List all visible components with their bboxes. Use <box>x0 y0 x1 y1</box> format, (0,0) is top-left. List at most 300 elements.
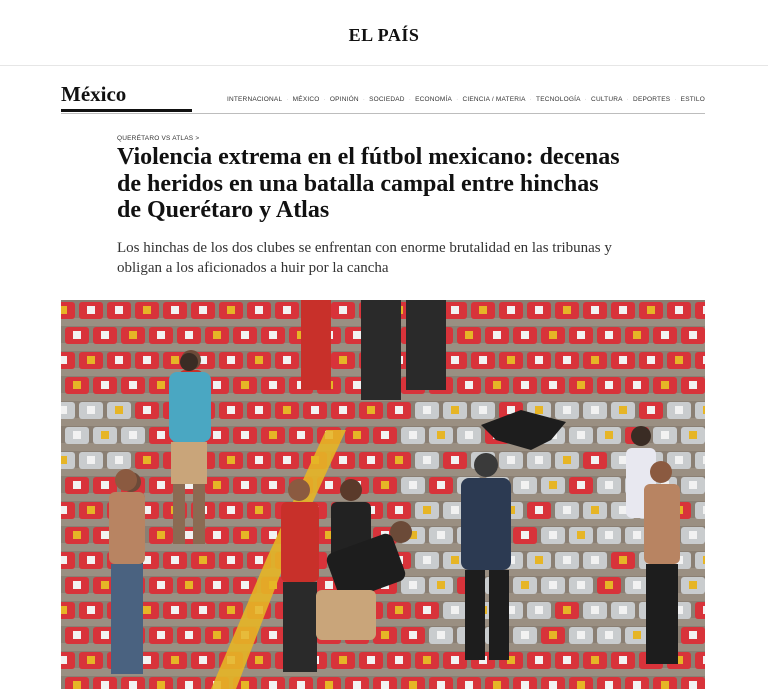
seat-number-tag <box>563 606 571 614</box>
seat-number-tag <box>297 681 305 689</box>
seat-number-tag <box>115 406 123 414</box>
seat-number-tag <box>605 331 613 339</box>
seat-number-tag <box>549 481 557 489</box>
seat-number-tag <box>199 306 207 314</box>
seat-number-tag <box>157 681 165 689</box>
nav-item-internacional[interactable]: INTERNACIONAL <box>226 96 283 103</box>
seat-number-tag <box>423 406 431 414</box>
seat-number-tag <box>563 406 571 414</box>
step-strip <box>61 493 705 501</box>
seat-number-tag <box>563 306 571 314</box>
seat-number-tag <box>633 681 641 689</box>
section-bar <box>61 82 705 114</box>
seat-number-tag <box>535 306 543 314</box>
seat-number-tag <box>227 456 235 464</box>
seat-number-tag <box>689 681 697 689</box>
seat-number-tag <box>241 681 249 689</box>
seat-number-tag <box>171 556 179 564</box>
seat-number-tag <box>451 656 459 664</box>
person <box>301 300 446 400</box>
seat-number-tag <box>591 606 599 614</box>
seat-number-tag <box>115 306 123 314</box>
seat-number-tag <box>479 356 487 364</box>
seat-number-tag <box>661 681 669 689</box>
seat-number-tag <box>241 431 249 439</box>
seat-number-tag <box>535 656 543 664</box>
seat-number-tag <box>61 606 67 614</box>
seat-number-tag <box>381 431 389 439</box>
seat-number-tag <box>227 606 235 614</box>
seat-number-tag <box>213 381 221 389</box>
seat-number-tag <box>87 306 95 314</box>
seat-number-tag <box>591 306 599 314</box>
step-strip <box>61 418 705 426</box>
seat-number-tag <box>465 331 473 339</box>
seat-number-tag <box>325 581 333 589</box>
seat-number-tag <box>591 656 599 664</box>
seat-number-tag <box>283 306 291 314</box>
seat-number-tag <box>437 631 445 639</box>
seat-number-tag <box>241 481 249 489</box>
seat-number-tag <box>591 506 599 514</box>
seat-number-tag <box>409 631 417 639</box>
seat-number-tag <box>591 406 599 414</box>
seat-number-tag <box>689 331 697 339</box>
seat-number-tag <box>535 456 543 464</box>
seat-number-tag <box>311 406 319 414</box>
seat-number-tag <box>479 406 487 414</box>
seat-number-tag <box>577 581 585 589</box>
seat-number-tag <box>703 306 705 314</box>
nav-separator: · <box>286 96 289 103</box>
headline-line: de heridos en una batalla campal entre hinchas <box>117 170 599 197</box>
seat-number-tag <box>423 606 431 614</box>
seat-number-tag <box>577 431 585 439</box>
seat-number-tag <box>61 356 67 364</box>
seat-number-tag <box>339 456 347 464</box>
seat-number-tag <box>689 381 697 389</box>
article-kicker[interactable]: QUERÉTARO VS ATLAS > <box>117 135 200 142</box>
seat-number-tag <box>451 506 459 514</box>
seat-number-tag <box>381 681 389 689</box>
subtitle-line: Los hinchas de los dos clubes se enfrentan con enorme brutalidad en las tribunas y <box>117 240 612 256</box>
seat-number-tag <box>101 481 109 489</box>
seat-number-tag <box>409 581 417 589</box>
step-strip <box>61 518 705 526</box>
seat-number-tag <box>633 381 641 389</box>
seat-number-tag <box>507 306 515 314</box>
seat-number-tag <box>493 381 501 389</box>
seat-number-tag <box>675 406 683 414</box>
seat-number-tag <box>101 331 109 339</box>
el-pais-logo[interactable]: EL PAÍS <box>348 25 420 45</box>
seat-number-tag <box>521 531 529 539</box>
seat-number-tag <box>73 531 81 539</box>
seat-number-tag <box>157 381 165 389</box>
seat-number-tag <box>395 606 403 614</box>
seat-number-tag <box>619 456 627 464</box>
seat-number-tag <box>101 431 109 439</box>
seat-number-tag <box>269 681 277 689</box>
seat-number-tag <box>101 381 109 389</box>
person <box>644 461 680 664</box>
seat-number-tag <box>423 506 431 514</box>
seat-number-tag <box>549 381 557 389</box>
seat-number-tag <box>535 406 543 414</box>
seat-number-tag <box>143 656 151 664</box>
seat-number-tag <box>213 631 221 639</box>
seat-number-tag <box>213 331 221 339</box>
seat-number-tag <box>227 306 235 314</box>
seat-number-tag <box>87 556 95 564</box>
seat-number-tag <box>227 506 235 514</box>
step-strip <box>61 468 705 476</box>
nav-separator: · <box>408 96 412 103</box>
seat-number-tag <box>255 306 263 314</box>
seat-number-tag <box>409 431 417 439</box>
seat-number-tag <box>185 581 193 589</box>
seat-number-tag <box>521 581 529 589</box>
seat-number-tag <box>423 556 431 564</box>
seat-number-tag <box>269 431 277 439</box>
seat-number-tag <box>157 431 165 439</box>
seat-number-tag <box>675 456 683 464</box>
seat-number-tag <box>703 456 705 464</box>
seat-number-tag <box>577 331 585 339</box>
seat-number-tag <box>703 406 705 414</box>
seat-number-tag <box>353 331 361 339</box>
seat-number-tag <box>269 631 277 639</box>
seat-number-tag <box>171 356 179 364</box>
seat-number-tag <box>605 581 613 589</box>
seat-number-tag <box>535 556 543 564</box>
seat-number-tag <box>129 381 137 389</box>
seat-number-tag <box>61 306 67 314</box>
seat-number-tag <box>619 506 627 514</box>
seat-number-tag <box>591 556 599 564</box>
seat-number-tag <box>213 581 221 589</box>
seat-number-tag <box>409 681 417 689</box>
seat-number-tag <box>87 606 95 614</box>
seat-number-tag <box>605 431 613 439</box>
seat-number-tag <box>437 581 445 589</box>
seat-number-tag <box>549 331 557 339</box>
seat-number-tag <box>283 406 291 414</box>
seat-number-tag <box>61 406 67 414</box>
seat-number-tag <box>185 331 193 339</box>
seat-number-tag <box>395 506 403 514</box>
seat-number-tag <box>255 356 263 364</box>
seat-number-tag <box>577 381 585 389</box>
seat-number-tag <box>591 456 599 464</box>
step-strip <box>61 443 705 451</box>
seat-number-tag <box>61 456 67 464</box>
seat-number-tag <box>521 681 529 689</box>
seat-number-tag <box>339 406 347 414</box>
seat-number-tag <box>171 306 179 314</box>
seat-number-tag <box>101 531 109 539</box>
article-subtitle <box>117 238 677 278</box>
step-strip <box>61 643 705 651</box>
seat-number-tag <box>605 381 613 389</box>
nav-separator: · <box>584 96 588 103</box>
seat-number-tag <box>185 631 193 639</box>
seat-number-tag <box>535 356 543 364</box>
seat-number-tag <box>199 656 207 664</box>
seat-number-tag <box>395 406 403 414</box>
seat-number-tag <box>675 356 683 364</box>
seat-number-tag <box>647 356 655 364</box>
seat-number-tag <box>269 381 277 389</box>
section-title[interactable]: México <box>61 82 127 106</box>
seat-number-tag <box>87 656 95 664</box>
seat-number-tag <box>577 531 585 539</box>
seat-number-tag <box>619 406 627 414</box>
seat-number-tag <box>661 431 669 439</box>
nav-separator: · <box>529 96 533 103</box>
seat-number-tag <box>493 681 501 689</box>
seat-number-tag <box>605 531 613 539</box>
seat-number-tag <box>633 581 641 589</box>
seat-number-tag <box>451 306 459 314</box>
article-photo[interactable] <box>61 300 705 689</box>
seat-number-tag <box>297 431 305 439</box>
seat-number-tag <box>115 356 123 364</box>
nav-item-estilo[interactable]: ESTILO <box>680 96 705 103</box>
seat-number-tag <box>185 531 193 539</box>
nav-separator: · <box>362 96 366 103</box>
seat-number-tag <box>143 306 151 314</box>
seat-number-tag <box>241 531 249 539</box>
seat-number-tag <box>549 581 557 589</box>
seat-number-tag <box>549 631 557 639</box>
seat-number-tag <box>451 406 459 414</box>
nav-separator: · <box>323 96 326 103</box>
seat-number-tag <box>619 356 627 364</box>
seat-number-tag <box>143 456 151 464</box>
seat-number-tag <box>605 681 613 689</box>
seat-number-tag <box>367 456 375 464</box>
seat-number-tag <box>269 331 277 339</box>
seat-number-tag <box>157 631 165 639</box>
step-strip <box>61 618 705 626</box>
seat-number-tag <box>647 406 655 414</box>
seat-number-tag <box>521 381 529 389</box>
seat-number-tag <box>129 681 137 689</box>
nav-item-deportes[interactable]: DEPORTES <box>633 96 671 103</box>
seat-number-tag <box>269 531 277 539</box>
seat-number-tag <box>535 506 543 514</box>
seat-number-tag <box>577 631 585 639</box>
seat-number-tag <box>367 406 375 414</box>
seat-number-tag <box>61 506 67 514</box>
seat-number-tag <box>451 556 459 564</box>
site-header <box>0 0 768 66</box>
seat-number-tag <box>87 506 95 514</box>
seat-number-tag <box>437 681 445 689</box>
seat-number-tag <box>241 581 249 589</box>
seat-number-tag <box>227 406 235 414</box>
seat-number-tag <box>73 381 81 389</box>
nav-item-mexico[interactable]: MÉXICO <box>292 96 320 103</box>
seat-number-tag <box>395 456 403 464</box>
seat-number-tag <box>129 431 137 439</box>
seat-number-tag <box>535 606 543 614</box>
seat-number-tag <box>577 681 585 689</box>
nav-item-economia[interactable]: ECONOMÍA <box>415 96 453 103</box>
seat-number-tag <box>703 606 705 614</box>
seat-number-tag <box>563 556 571 564</box>
seat-number-tag <box>563 506 571 514</box>
seat-number-tag <box>563 456 571 464</box>
seat-number-tag <box>619 606 627 614</box>
seat-number-tag <box>73 631 81 639</box>
seat-number-tag <box>353 431 361 439</box>
seat-number-tag <box>283 456 291 464</box>
seat-number-tag <box>381 481 389 489</box>
seat-number-tag <box>661 331 669 339</box>
seat-number-tag <box>367 656 375 664</box>
seat-number-tag <box>633 531 641 539</box>
seat-number-tag <box>61 656 67 664</box>
nav-item-tecnologia[interactable]: TECNOLOGÍA <box>536 96 581 103</box>
seat-number-tag <box>633 631 641 639</box>
seat-number-tag <box>479 306 487 314</box>
step-strip <box>61 668 705 676</box>
seat-number-tag <box>213 481 221 489</box>
seat-number-tag <box>143 356 151 364</box>
seat-number-tag <box>115 456 123 464</box>
seat-number-tag <box>465 381 473 389</box>
nav-item-ciencia[interactable]: CIENCIA / MATERIA <box>462 96 526 103</box>
seat-number-tag <box>73 431 81 439</box>
seat-number-tag <box>507 456 515 464</box>
seat-number-tag <box>199 556 207 564</box>
seat-number-tag <box>689 631 697 639</box>
seat-number-tag <box>549 681 557 689</box>
seat-number-tag <box>157 531 165 539</box>
nav-item-sociedad[interactable]: SOCIEDAD <box>369 96 405 103</box>
seat-number-tag <box>507 356 515 364</box>
seat-number-tag <box>619 306 627 314</box>
nav-separator: · <box>456 96 459 103</box>
step-strip <box>61 593 705 601</box>
article-headline <box>117 144 657 224</box>
seat-number-tag <box>339 656 347 664</box>
seat-number-tag <box>423 456 431 464</box>
seat-number-tag <box>549 531 557 539</box>
seat-number-tag <box>633 331 641 339</box>
seat-number-tag <box>703 656 705 664</box>
person <box>281 479 319 672</box>
seat-number-tag <box>101 631 109 639</box>
seat-number-tag <box>647 306 655 314</box>
seat-number-tag <box>493 331 501 339</box>
seat-number-tag <box>87 406 95 414</box>
seat-number-tag <box>255 406 263 414</box>
seat-number-tag <box>591 356 599 364</box>
seat-number-tag <box>563 656 571 664</box>
seat-number-tag <box>101 581 109 589</box>
seat-number-tag <box>661 381 669 389</box>
seat-number-tag <box>227 356 235 364</box>
seat-number-tag <box>339 356 347 364</box>
seat-number-tag <box>325 481 333 489</box>
seat-number-tag <box>689 581 697 589</box>
seat-number-tag <box>73 581 81 589</box>
seat-number-tag <box>437 481 445 489</box>
seat-number-tag <box>381 631 389 639</box>
seat-number-tag <box>73 481 81 489</box>
section-underline <box>61 109 192 112</box>
seat-number-tag <box>157 581 165 589</box>
seat-number-tag <box>409 481 417 489</box>
nav-item-opinion[interactable]: OPINIÓN <box>329 96 359 103</box>
seat-number-tag <box>605 631 613 639</box>
seat-number-tag <box>143 606 151 614</box>
seat-number-tag <box>269 481 277 489</box>
seat-number-tag <box>563 356 571 364</box>
nav-item-cultura[interactable]: CULTURA <box>591 96 623 103</box>
seat-number-tag <box>675 306 683 314</box>
photo-illustration <box>61 300 705 689</box>
nav-separator: · <box>674 96 677 103</box>
seat-number-tag <box>619 556 627 564</box>
seat-number-tag <box>465 431 473 439</box>
seat-number-tag <box>353 681 361 689</box>
seat-number-tag <box>255 556 263 564</box>
seat-number-tag <box>143 406 151 414</box>
seat-number-tag <box>241 331 249 339</box>
seat-number-tag <box>689 531 697 539</box>
seat-number-tag <box>199 606 207 614</box>
seat-number-tag <box>521 631 529 639</box>
seat-number-tag <box>451 456 459 464</box>
seat-number-tag <box>87 356 95 364</box>
seat-number-tag <box>521 331 529 339</box>
nav-separator: · <box>626 96 630 103</box>
seat-number-tag <box>465 681 473 689</box>
person <box>109 469 145 674</box>
seat-number-tag <box>171 656 179 664</box>
seat-number-tag <box>395 656 403 664</box>
seat-number-tag <box>73 681 81 689</box>
seat-number-tag <box>703 356 705 364</box>
seat-number-tag <box>73 331 81 339</box>
seat-number-tag <box>241 381 249 389</box>
seat-number-tag <box>213 431 221 439</box>
seat-number-tag <box>437 531 445 539</box>
seat-number-tag <box>577 481 585 489</box>
seat-number-tag <box>521 481 529 489</box>
seat-number-tag <box>437 431 445 439</box>
headline-line: Violencia extrema en el fútbol mexicano: decenas <box>117 144 620 170</box>
seat-number-tag <box>157 481 165 489</box>
seat-number-tag <box>283 356 291 364</box>
seat-number-tag <box>213 531 221 539</box>
subtitle-line: obligan a los aficionados a huir por la cancha <box>117 260 389 276</box>
seat-number-tag <box>325 681 333 689</box>
seat-number-tag <box>423 656 431 664</box>
seat-number-tag <box>129 331 137 339</box>
seat-number-tag <box>87 456 95 464</box>
seat-number-tag <box>353 381 361 389</box>
seat-number-tag <box>689 481 697 489</box>
seat-number-tag <box>185 681 193 689</box>
seat-number-tag <box>619 656 627 664</box>
seat-number-tag <box>255 656 263 664</box>
seat-number-tag <box>339 306 347 314</box>
